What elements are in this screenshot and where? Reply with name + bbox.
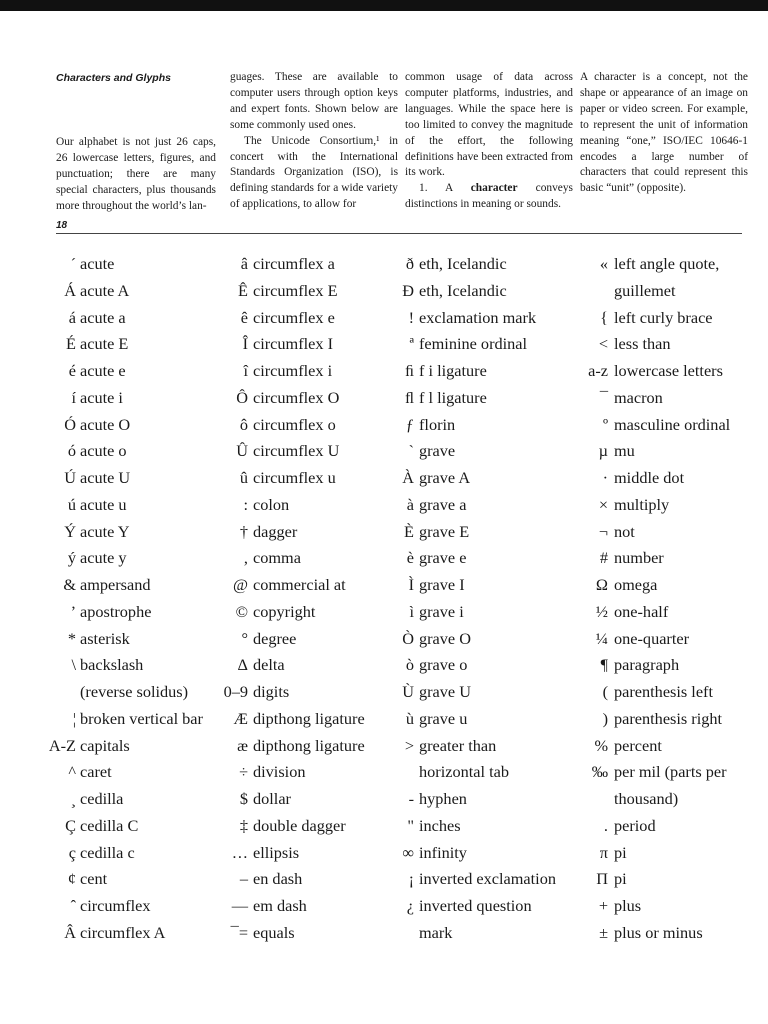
glyph-name: comma bbox=[253, 548, 301, 568]
glyph-name: cedilla c bbox=[80, 842, 135, 862]
definition-number: 1. A bbox=[419, 182, 471, 195]
glyph-symbol: … bbox=[231, 842, 248, 862]
glyph-name: acute O bbox=[80, 414, 131, 434]
glyph-name: dollar bbox=[253, 789, 291, 808]
glyph-name: left angle quote, bbox=[614, 254, 720, 273]
glyph-symbol: { bbox=[600, 307, 608, 327]
glyph-symbol: 0–9 bbox=[223, 682, 248, 701]
glyph-name: apostrophe bbox=[80, 601, 152, 621]
glyph-name: grave o bbox=[419, 655, 468, 675]
glyph-name: greater than bbox=[419, 735, 497, 755]
glyph-symbol: ¶ bbox=[600, 655, 608, 675]
glyph-symbol: è bbox=[406, 548, 414, 568]
glyph-name: plus bbox=[614, 896, 642, 915]
glyph-symbol: — bbox=[231, 896, 248, 915]
glyph-symbol: µ bbox=[598, 441, 608, 461]
glyph-name: grave bbox=[419, 441, 456, 461]
glyph-name: not bbox=[614, 521, 635, 541]
glyph-symbol: ¯ bbox=[599, 387, 608, 407]
glyph-symbol: « bbox=[599, 254, 608, 273]
glyph-name: circumflex O bbox=[253, 387, 340, 407]
glyph-name: eth, Icelandic bbox=[419, 254, 507, 273]
glyph-name: feminine ordinal bbox=[419, 334, 528, 354]
divider-rule bbox=[56, 233, 742, 234]
glyph-name: one-quarter bbox=[614, 628, 690, 648]
glyph-symbol: â bbox=[240, 254, 248, 273]
glyph-name: percent bbox=[614, 735, 662, 755]
glyph-name: grave U bbox=[419, 682, 471, 701]
glyph-name: equals bbox=[253, 922, 295, 942]
glyph-symbol: ò bbox=[405, 655, 414, 675]
glyph-symbol: ƒ bbox=[405, 414, 414, 434]
glyph-symbol: ° bbox=[241, 628, 248, 648]
intro-col1-text: Our alphabet is not just 26 caps, 26 lowercase letters, figures, and punctuation; there are many special characters, plus thousands more throughout the world’s lan- bbox=[56, 136, 216, 212]
glyph-name: circumflex A bbox=[80, 922, 166, 942]
glyph-symbol: " bbox=[407, 815, 414, 835]
glyph-name: copyright bbox=[253, 601, 316, 621]
glyph-name: acute a bbox=[80, 307, 126, 327]
glyph-symbol: ´ bbox=[70, 254, 76, 273]
intro-column-4 bbox=[580, 70, 748, 197]
glyph-name: pi bbox=[614, 869, 627, 889]
glyph-symbol: & bbox=[63, 575, 76, 594]
glyph-name: one-half bbox=[614, 601, 669, 621]
glyph-symbol: ç bbox=[68, 842, 76, 862]
glyph-symbol: é bbox=[68, 361, 76, 380]
glyph-name: middle dot bbox=[614, 468, 685, 487]
glyph-name: capitals bbox=[80, 735, 130, 755]
glyph-name: mu bbox=[614, 441, 635, 461]
glyph-symbol: ˆ bbox=[70, 896, 76, 915]
glyph-symbol: Ì bbox=[408, 575, 414, 594]
glyph-name: infinity bbox=[419, 842, 467, 862]
glyph-symbol: ﬂ bbox=[404, 387, 414, 407]
glyph-symbol: ¸ bbox=[70, 789, 76, 808]
glyph-name: paragraph bbox=[614, 655, 680, 675]
glyph-name: acute e bbox=[80, 361, 126, 380]
glyph-name: grave e bbox=[419, 548, 467, 568]
glyph-name: grave O bbox=[419, 628, 471, 648]
glyph-name: plus or minus bbox=[614, 922, 703, 942]
glyph-name: horizontal tab bbox=[419, 762, 509, 782]
glyph-symbol: Ú bbox=[64, 468, 76, 487]
glyph-symbol: á bbox=[68, 307, 76, 327]
glyph-name: grave I bbox=[419, 575, 465, 594]
intro-col3-paragraph-2 bbox=[405, 181, 573, 213]
glyph-symbol: Π bbox=[596, 869, 608, 889]
glyph-symbol: ÷ bbox=[239, 762, 248, 782]
glyph-name: backslash bbox=[80, 655, 144, 675]
glyph-symbol: ¬ bbox=[598, 521, 608, 541]
glyph-name: (reverse solidus) bbox=[80, 682, 189, 701]
glyph-name: thousand) bbox=[614, 789, 679, 808]
glyph-name: delta bbox=[253, 655, 285, 675]
glyph-symbol: Â bbox=[64, 922, 76, 942]
glyph-name: inverted exclamation bbox=[419, 869, 556, 889]
glyph-name: ellipsis bbox=[253, 842, 300, 862]
glyph-symbol: ½ bbox=[595, 601, 608, 621]
glyph-name: florin bbox=[419, 414, 456, 434]
glyph-name: acute A bbox=[80, 280, 130, 300]
intro-column-3 bbox=[405, 70, 573, 213]
glyph-name: asterisk bbox=[80, 628, 130, 648]
glyph-symbol: È bbox=[404, 521, 414, 541]
glyph-name: omega bbox=[614, 575, 658, 594]
glyph-symbol: A-Z bbox=[48, 735, 76, 755]
top-bar bbox=[0, 0, 768, 11]
glyph-name: number bbox=[614, 548, 664, 568]
glyph-name: caret bbox=[80, 762, 112, 782]
glyph-symbol: Ò bbox=[402, 628, 414, 648]
intro-col3-paragraph-1: common usage of data across computer platforms, industries, and languages. While the space here is too limited to convey the magnitude of the effort, the following definitions have been extracted from its work. bbox=[405, 71, 573, 179]
glyph-name: pi bbox=[614, 842, 627, 862]
glyph-symbol: . bbox=[603, 815, 608, 835]
glyph-symbol: ¼ bbox=[595, 628, 608, 648]
glyph-symbol: π bbox=[599, 842, 608, 862]
glyph-name: division bbox=[253, 762, 306, 782]
glyph-symbol: Ê bbox=[238, 280, 248, 300]
intro-col2-paragraph-1: guages. These are available to computer users through option keys and expert fonts. Shown below are some commonly used ones. bbox=[230, 71, 398, 131]
glyph-name: per mil (parts per bbox=[614, 762, 727, 782]
glyph-name: dipthong ligature bbox=[253, 735, 365, 755]
glyph-symbol: Æ bbox=[233, 708, 248, 728]
glyph-symbol: ¡ bbox=[408, 869, 414, 889]
glyph-name: f i ligature bbox=[419, 361, 487, 380]
glyph-name: acute Y bbox=[80, 521, 130, 541]
glyph-name: acute bbox=[80, 254, 115, 273]
glyph-symbol: à bbox=[406, 494, 414, 514]
glyph-name: guillemet bbox=[614, 280, 676, 300]
glyph-symbol: ó bbox=[67, 441, 76, 461]
glyph-name: acute y bbox=[80, 548, 127, 568]
glyph-name: cedilla bbox=[80, 789, 124, 808]
glyph-symbol: æ bbox=[237, 735, 248, 755]
glyph-name: hyphen bbox=[419, 789, 467, 808]
glyph-name: colon bbox=[253, 494, 290, 514]
glyph-name: circumflex bbox=[80, 896, 151, 915]
glyph-name: macron bbox=[614, 387, 663, 407]
intro-col4-text: A character is a concept, not the shape or appearance of an image on paper or video screen. For example, to represent the unit of information meaning “one,” ISO/IEC 10646-1 encodes a large number of characters that could represent this basic “unit” (opposite). bbox=[580, 71, 748, 195]
glyph-name: masculine ordinal bbox=[614, 414, 731, 434]
glyph-name: ampersand bbox=[80, 575, 151, 594]
glyph-name: cent bbox=[80, 869, 108, 889]
glyph-symbol: ` bbox=[408, 441, 414, 461]
glyph-symbol: < bbox=[598, 334, 608, 354]
glyph-symbol: ( bbox=[602, 682, 608, 701]
glyph-name: parenthesis right bbox=[614, 708, 723, 728]
glyph-symbol: + bbox=[598, 896, 608, 915]
glyph-symbol: , bbox=[243, 548, 248, 568]
glyph-name: left curly brace bbox=[614, 307, 713, 327]
glyph-name: broken vertical bar bbox=[80, 708, 203, 728]
glyph-symbol: : bbox=[243, 494, 248, 514]
glyph-name: em dash bbox=[253, 896, 307, 915]
glyph-name: acute u bbox=[80, 494, 127, 514]
glyph-symbol: Û bbox=[236, 441, 248, 461]
glyph-symbol: ’ bbox=[70, 601, 76, 621]
glyph-symbol: ‰ bbox=[591, 762, 608, 782]
glyph-symbol: $ bbox=[239, 789, 248, 808]
glyph-symbol: - bbox=[408, 789, 414, 808]
glyph-symbol: ¢ bbox=[67, 869, 76, 889]
glyph-name: lowercase letters bbox=[614, 361, 723, 380]
glyph-symbol: ± bbox=[599, 922, 608, 942]
glyph-symbol: í bbox=[71, 387, 76, 407]
glyph-symbol: © bbox=[235, 601, 248, 621]
glyph-symbol: ý bbox=[67, 548, 76, 568]
glyph-symbol: ﬁ bbox=[404, 361, 414, 380]
glyph-name: en dash bbox=[253, 869, 303, 889]
glyph-symbol: * bbox=[67, 628, 76, 648]
glyph-name: acute U bbox=[80, 468, 131, 487]
definition-term: character bbox=[470, 182, 518, 195]
glyph-name: grave A bbox=[419, 468, 471, 487]
glyph-name: circumflex u bbox=[253, 468, 336, 487]
glyph-name: commercial at bbox=[253, 575, 346, 594]
glyph-name: double dagger bbox=[253, 815, 346, 835]
glyph-symbol: î bbox=[243, 361, 248, 380]
glyph-name: circumflex a bbox=[253, 254, 335, 273]
glyph-symbol: Ð bbox=[402, 280, 414, 300]
glyph-name: degree bbox=[253, 628, 297, 648]
glyph-symbol: ¿ bbox=[406, 896, 414, 915]
glyph-symbol: ¯= bbox=[230, 922, 248, 942]
glyph-name: circumflex U bbox=[253, 441, 340, 461]
glyph-name: circumflex o bbox=[253, 414, 336, 434]
section-title: Characters and Glyphs bbox=[56, 72, 171, 84]
glyph-name: parenthesis left bbox=[614, 682, 714, 701]
glyph-name: inches bbox=[419, 815, 461, 835]
glyph-symbol: Ù bbox=[402, 682, 414, 701]
glyph-name: acute E bbox=[80, 334, 129, 354]
glyph-symbol: ^ bbox=[68, 762, 76, 782]
intro-column-2 bbox=[230, 70, 398, 213]
glyph-name: inverted question bbox=[419, 896, 532, 915]
glyph-name: circumflex i bbox=[253, 361, 333, 380]
glyph-symbol: \ bbox=[71, 655, 76, 675]
glyph-symbol: ù bbox=[405, 708, 414, 728]
glyph-symbol: Ó bbox=[64, 414, 76, 434]
glyph-symbol: Á bbox=[64, 280, 76, 300]
glyph-symbol: # bbox=[599, 548, 608, 568]
glyph-name: grave u bbox=[419, 708, 468, 728]
glyph-name: multiply bbox=[614, 494, 670, 514]
glyph-name: acute i bbox=[80, 387, 123, 407]
glyph-symbol: † bbox=[239, 521, 248, 541]
glyph-name: grave i bbox=[419, 601, 464, 621]
glyph-name: acute o bbox=[80, 441, 127, 461]
glyph-symbol: ú bbox=[67, 494, 76, 514]
glyph-symbol: % bbox=[594, 735, 608, 755]
glyph-name: grave a bbox=[419, 494, 467, 514]
glyph-symbol: Ç bbox=[65, 815, 76, 835]
glyph-name: circumflex I bbox=[253, 334, 334, 354]
definition-text: conveys distinctions in meaning or sounds. bbox=[405, 182, 573, 211]
glyph-symbol: ô bbox=[239, 414, 248, 434]
glyph-symbol: Ô bbox=[236, 387, 248, 407]
glyph-symbol: À bbox=[402, 468, 414, 487]
page-number: 18 bbox=[56, 220, 68, 231]
glyph-name: grave E bbox=[419, 521, 470, 541]
glyph-name: exclamation mark bbox=[419, 307, 537, 327]
glyph-symbol: × bbox=[598, 494, 608, 514]
glyph-symbol: ) bbox=[602, 708, 608, 728]
glyph-symbol: ð bbox=[405, 254, 414, 273]
glyph-symbol: ¦ bbox=[72, 708, 76, 728]
glyph-symbol: @ bbox=[233, 575, 248, 594]
glyph-symbol: Î bbox=[242, 334, 248, 354]
glyph-symbol: ! bbox=[408, 307, 414, 327]
glyph-symbol: Ω bbox=[595, 575, 608, 594]
glyph-symbol: ‡ bbox=[239, 815, 248, 835]
intro-col2-paragraph-2: The Unicode Consortium,¹ in concert with the International Standards Organization (ISO), is defining standards for a wide variety of applications, to allow for bbox=[230, 134, 398, 211]
glyph-symbol: ê bbox=[240, 307, 248, 327]
glyph-name: less than bbox=[614, 334, 671, 354]
glyph-symbol: û bbox=[239, 468, 248, 487]
glyph-symbol: Δ bbox=[237, 655, 248, 675]
glyph-symbol: º bbox=[602, 414, 608, 434]
glyph-symbol: Ý bbox=[64, 521, 76, 541]
glyph-symbol: ∞ bbox=[402, 842, 414, 862]
glyph-name: dagger bbox=[253, 521, 298, 541]
glyph-name: dipthong ligature bbox=[253, 708, 365, 728]
glyph-name: circumflex e bbox=[253, 307, 335, 327]
glyph-symbol: ì bbox=[409, 601, 414, 621]
glyph-name: cedilla C bbox=[80, 815, 139, 835]
glyph-name: circumflex E bbox=[253, 280, 338, 300]
glyph-name: period bbox=[614, 815, 656, 835]
glyph-name: mark bbox=[419, 922, 453, 942]
glyph-name: f l ligature bbox=[419, 387, 487, 407]
glyph-symbol: · bbox=[602, 468, 608, 487]
glyph-symbol: a-z bbox=[588, 361, 608, 380]
glyph-symbol: – bbox=[239, 869, 248, 889]
glyph-name: digits bbox=[253, 682, 290, 701]
glyph-name: eth, Icelandic bbox=[419, 280, 507, 300]
glyph-symbol: ª bbox=[409, 334, 414, 354]
intro-column-1 bbox=[56, 135, 216, 215]
glyph-symbol: > bbox=[404, 735, 414, 755]
glyph-symbol: É bbox=[66, 334, 76, 354]
